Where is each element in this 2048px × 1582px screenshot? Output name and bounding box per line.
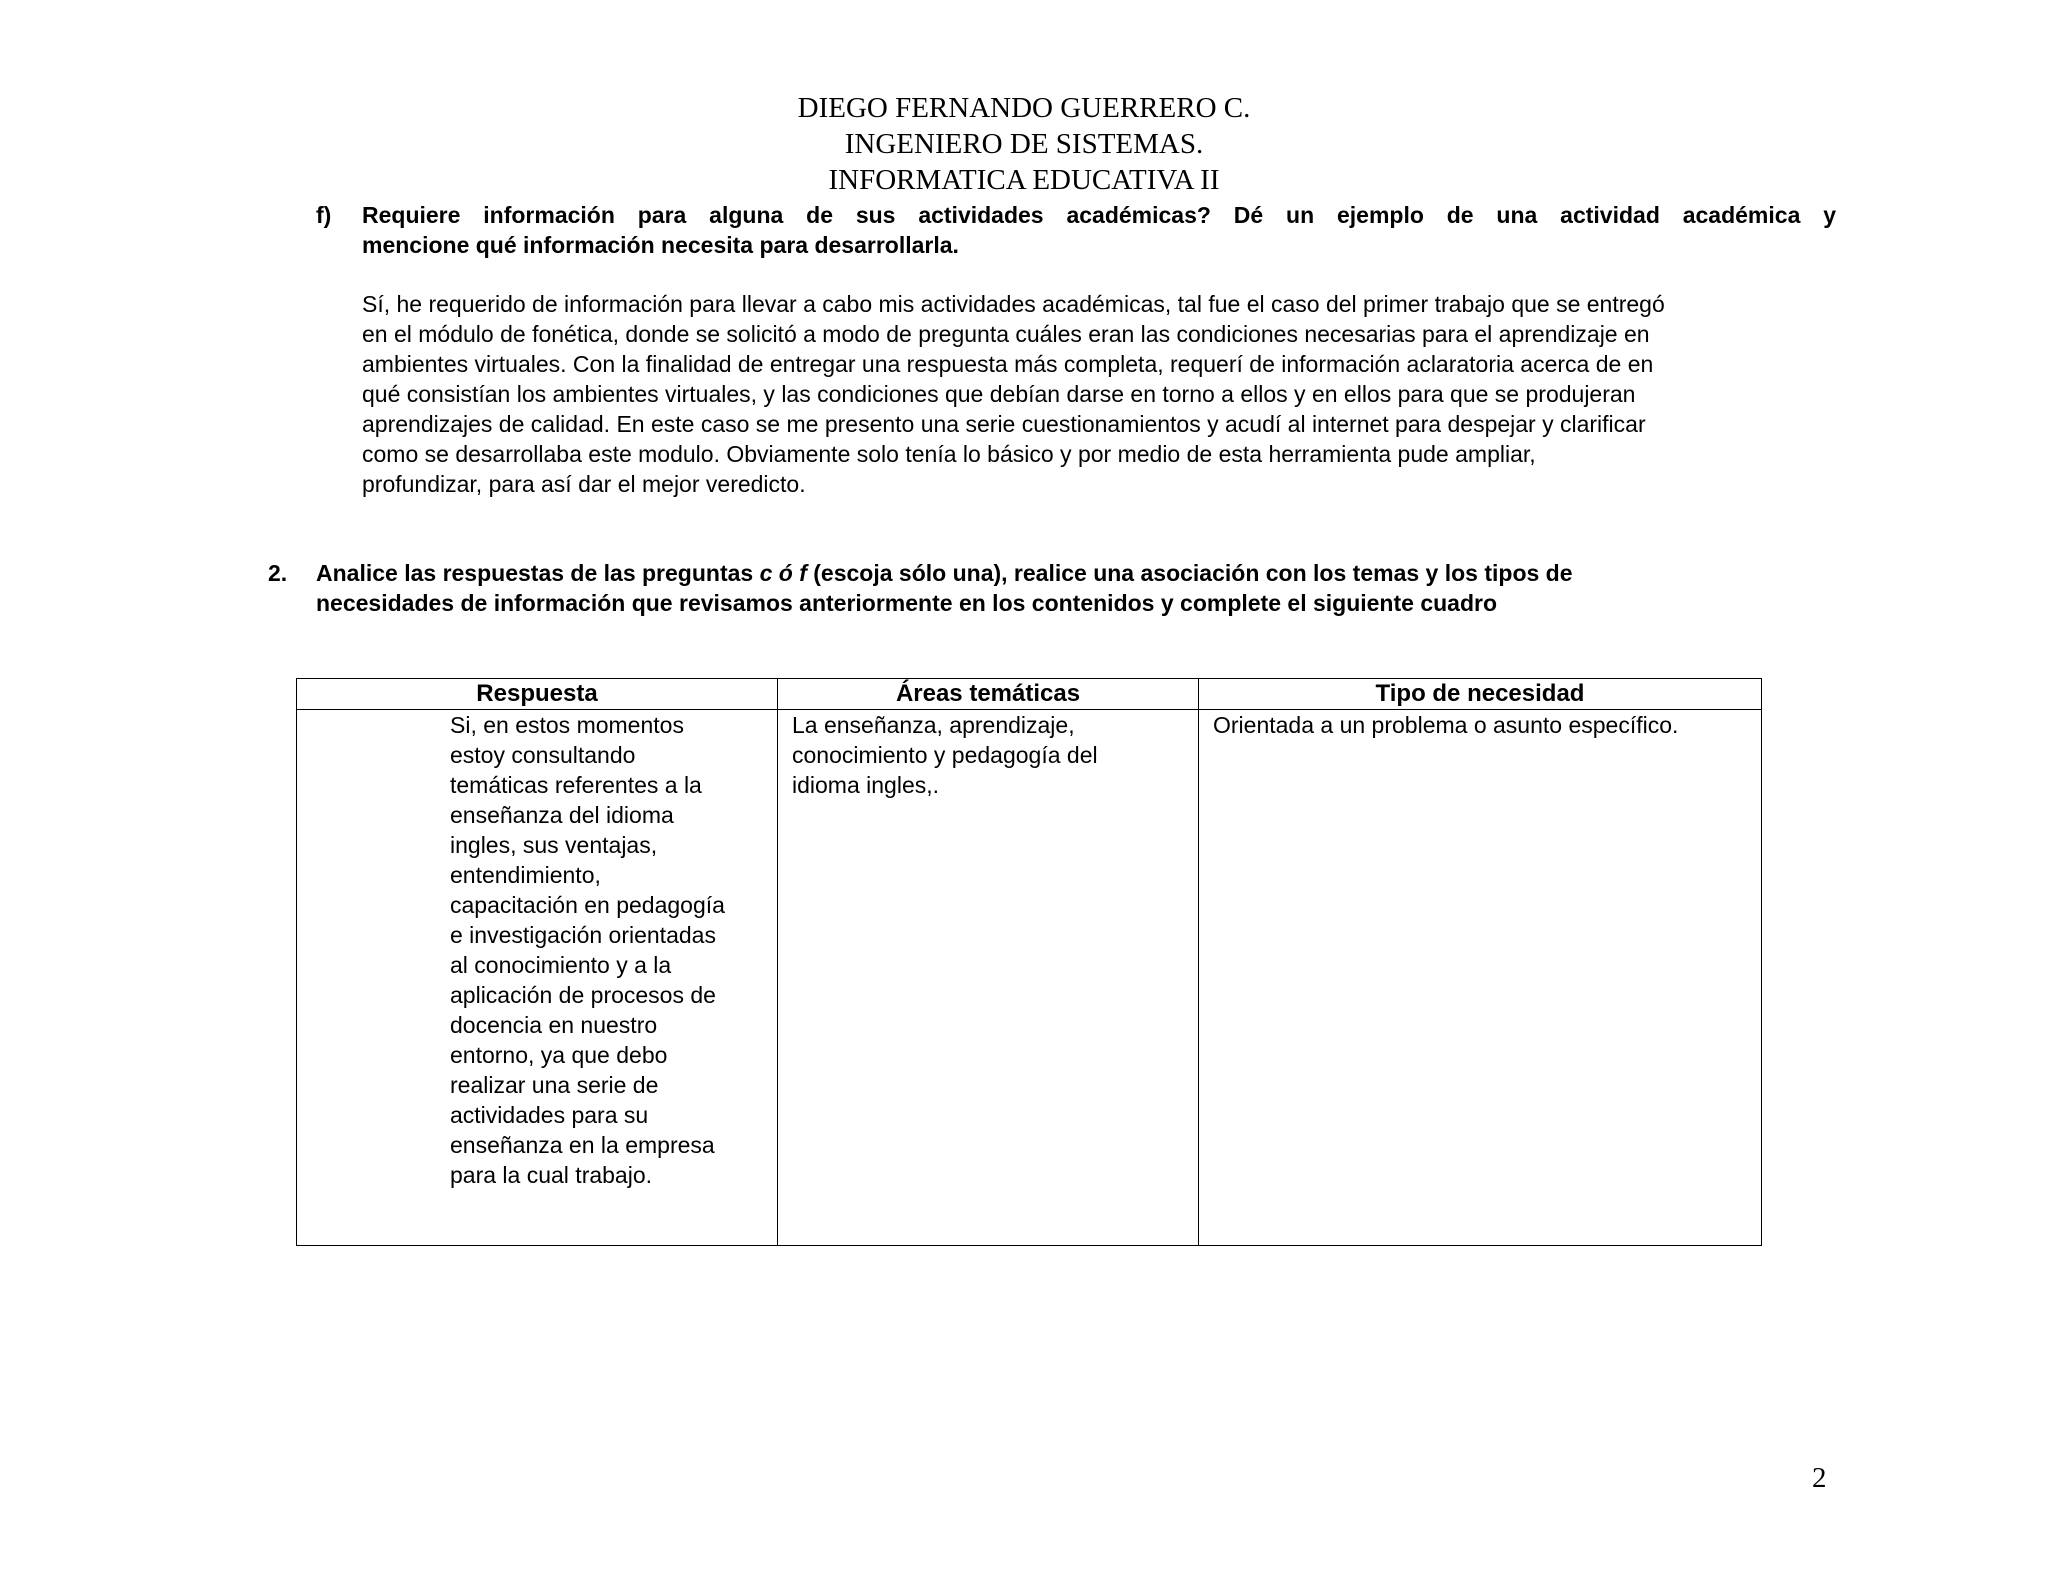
header-course: INFORMATICA EDUCATIVA II (828, 164, 1220, 196)
table-row (297, 710, 1762, 1246)
respuesta-line: ingles, sus ventajas, (450, 832, 658, 858)
question-2-before-italic: Analice las respuestas de las preguntas (316, 560, 760, 586)
header-title: INGENIERO DE SISTEMAS. (844, 128, 1204, 160)
question-2-line-2: necesidades de información que revisamos anteriormente en los contenidos y complete el siguiente cuadro (316, 590, 1498, 616)
question-f-line-1: Requiere información para alguna de sus actividades académicas? Dé un ejemplo de una actividad académica y (362, 202, 1836, 228)
answer-f-line: en el módulo de fonética, donde se solicitó a modo de pregunta cuáles eran las condiciones necesarias para el aprendizaje en (362, 321, 1650, 347)
respuesta-line: Si, en estos momentos (450, 712, 684, 738)
respuesta-line: docencia en nuestro (450, 1012, 658, 1038)
respuesta-line: capacitación en pedagogía (450, 892, 725, 918)
cell-respuesta (297, 710, 778, 1246)
respuesta-text (297, 710, 777, 1190)
table-header-row (297, 679, 1762, 710)
areas-line: conocimiento y pedagogía del (792, 742, 1098, 768)
tipo-line: Orientada a un problema o asunto específico. (1213, 712, 1679, 738)
cell-tipo-necesidad (1199, 710, 1762, 1246)
respuesta-line: entorno, ya que debo (450, 1042, 668, 1068)
respuesta-line: realizar una serie de (450, 1072, 659, 1098)
respuesta-line: e investigación orientadas (450, 922, 716, 948)
question-2-text (316, 558, 1836, 618)
respuesta-line: enseñanza en la empresa (450, 1132, 715, 1158)
page-number: 2 (1812, 1462, 1827, 1494)
answer-f-line: qué consistían los ambientes virtuales, y las condiciones que debían darse en torno a ellos y en ellos para que se produjeran (362, 381, 1636, 407)
answer-f-line: profundizar, para así dar el mejor veredicto. (362, 471, 806, 497)
respuesta-line: estoy consultando (450, 742, 636, 768)
answer-f-paragraph (362, 289, 1852, 499)
areas-line: La enseñanza, aprendizaje, (792, 712, 1075, 738)
question-2-line-1-start (316, 558, 1573, 588)
question-2-line-1 (316, 558, 1836, 588)
respuesta-line: al conocimiento y a la (450, 952, 672, 978)
header-tipo-necesidad: Tipo de necesidad (1199, 679, 1762, 710)
header-areas-tematicas: Áreas temáticas (778, 679, 1199, 710)
header-author: DIEGO FERNANDO GUERRERO C. (797, 92, 1251, 124)
answer-f-line: aprendizajes de calidad. En este caso se me presento una serie cuestionamientos y acudí al internet para despejar y clarificar (362, 411, 1646, 437)
answer-f-line: ambientes virtuales. Con la finalidad de entregar una respuesta más completa, requerí de información aclaratoria acerca de en (362, 351, 1654, 377)
answer-f-line: como se desarrollaba este modulo. Obviamente solo tenía lo básico y por medio de esta herramienta pude ampliar, (362, 441, 1536, 467)
question-2-after-italic: (escoja sólo una), realice una asociación con los temas y los tipos de (806, 560, 1573, 586)
respuesta-line: entendimiento, (450, 862, 601, 888)
respuesta-line: aplicación de procesos de (450, 982, 716, 1008)
association-table (296, 678, 1762, 1246)
respuesta-line: para la cual trabajo. (450, 1162, 653, 1188)
respuesta-line: enseñanza del idioma (450, 802, 674, 828)
question-2-marker: 2. (268, 560, 288, 586)
question-f-text (362, 200, 1836, 260)
cell-areas-tematicas (778, 710, 1199, 1246)
answer-f-line: Sí, he requerido de información para llevar a cabo mis actividades académicas, tal fue el caso del primer trabajo que se entregó (362, 291, 1665, 317)
question-2-italic: c ó f (759, 560, 807, 586)
question-f-line-2: mencione qué información necesita para desarrollarla. (362, 232, 959, 258)
respuesta-line: actividades para su (450, 1102, 649, 1128)
tipo-text (1199, 710, 1761, 740)
respuesta-line: temáticas referentes a la (450, 772, 702, 798)
question-f-marker: f) (316, 202, 332, 228)
header-respuesta: Respuesta (297, 679, 778, 710)
areas-text (778, 710, 1198, 800)
areas-line: idioma ingles,. (792, 772, 940, 798)
